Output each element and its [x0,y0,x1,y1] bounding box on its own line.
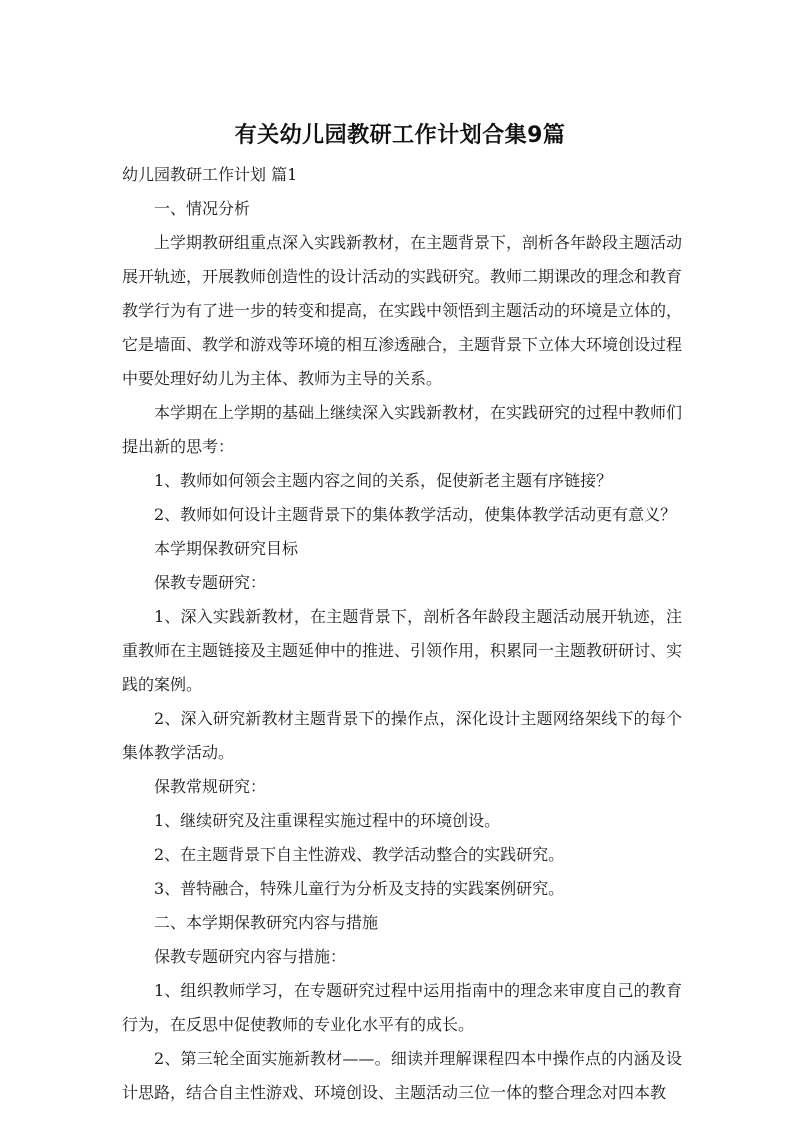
paragraph: 上学期教研组重点深入实践新教材，在主题背景下，剖析各年龄段主题活动展开轨迹，开展教师创造性的设计活动的实践研究。教师二期课改的理念和教育教学行为有了进一步的转变和提高，在实践中领悟到主题活动的环境是立体的，它是墙面、教学和游戏等环境的相互渗透融合，主题背景下立体大环境创设过程中要处理好幼儿为主体、教师为主导的关系。 [122,233,683,388]
paragraph: 2、深入研究新教材主题背景下的操作点，深化设计主题网络架线下的每个集体教学活动。 [122,709,682,762]
paragraph: 一、情况分析 [154,199,251,218]
paragraph: 1、组织教师学习，在专题研究过程中运用指南中的理念来审度自己的教育行为，在反思中促使教师的专业化水平有的成长。 [122,981,682,1034]
paragraph: 本学期保教研究目标 [154,539,299,558]
paragraph: 二、本学期保教研究内容与措施 [154,913,379,932]
paragraph: 2、教师如何设计主题背景下的集体教学活动，使集体教学活动更有意义？ [154,505,677,524]
paragraph: 2、第三轮全面实施新教材——。细读并理解课程四本中操作点的内涵及设计思路，结合自主性游戏、环境创设、主题活动三位一体的整合理念对四本教 [122,1049,682,1102]
paragraph: 1、教师如何领会主题内容之间的关系，促使新老主题有序链接？ [154,471,613,490]
paragraph: 保教专题研究： [154,573,267,592]
paragraph: 保教常规研究： [154,777,267,796]
paragraph: 1、深入实践新教材，在主题背景下，剖析各年龄段主题活动展开轨迹，注重教师在主题链接及主题延伸中的推进、引领作用，积累同一主题教研研讨、实践的案例。 [122,607,683,694]
paragraph: 3、普特融合，特殊儿童行为分析及支持的实践案例研究。 [154,879,565,898]
paragraph: 1、继续研究及注重课程实施过程中的环境创设。 [154,811,501,830]
document-body [122,158,682,1110]
paragraph: 本学期在上学期的基础上继续深入实践新教材，在实践研究的过程中教师们提出新的思考： [122,403,683,456]
paragraph: 保教专题研究内容与措施： [154,947,347,966]
paragraph: 2、在主题背景下自主性游戏、教学活动整合的实践研究。 [154,845,565,864]
document-title: 有关幼儿园教研工作计划合集9篇 [234,123,566,148]
paragraph: 幼儿园教研工作计划 篇1 [122,165,298,184]
